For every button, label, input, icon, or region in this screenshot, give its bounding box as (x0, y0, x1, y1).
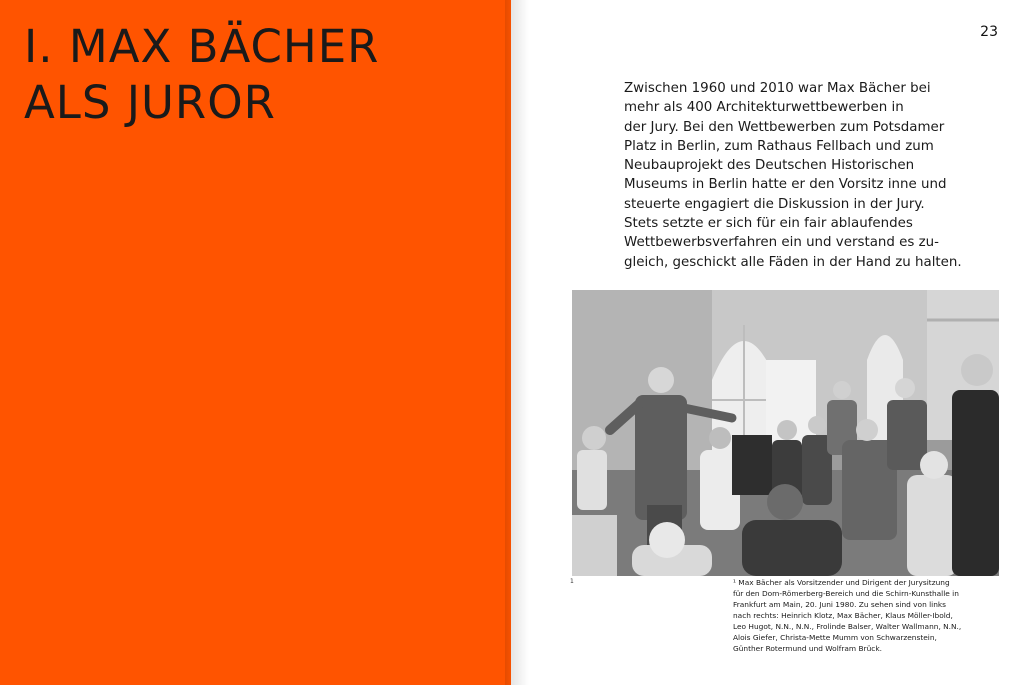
figure-caption (733, 577, 1008, 654)
chapter-title-line-1: I. MAX BÄCHER (24, 20, 380, 73)
page-number: 23 (980, 24, 998, 40)
right-page (511, 0, 1024, 685)
left-page (0, 0, 511, 685)
body-line: Wettbewerbsverfahren ein und verstand es zu- (624, 235, 939, 251)
caption-line: Leo Hugot, N.N., N.N., Frolinde Balser, Walter Wallmann, N.N., (733, 622, 962, 631)
jury-meeting-photo (572, 290, 999, 576)
photo-illustration (572, 290, 999, 576)
caption-line: für den Dom-Römerberg-Bereich und die Schirn-Kunsthalle in (733, 589, 959, 598)
body-line: Platz in Berlin, zum Rathaus Fellbach und zum (624, 138, 934, 154)
body-line: Stets setzte er sich für ein fair ablaufendes (624, 216, 913, 232)
figure-number: 1 (570, 578, 574, 585)
caption-line: Alois Giefer, Christa-Mette Mumm von Schwarzenstein, (733, 633, 937, 642)
body-line: mehr als 400 Architekturwettbewerben in (624, 100, 904, 116)
caption-line: Günther Rotermund und Wolfram Brück. (733, 644, 882, 653)
body-line: Neubauprojekt des Deutschen Historischen (624, 158, 915, 174)
body-line: Museums in Berlin hatte er den Vorsitz inne und (624, 177, 947, 193)
body-line: steuerte engagiert die Diskussion in der Jury. (624, 196, 925, 212)
body-paragraph (624, 79, 1009, 272)
body-line: gleich, geschickt alle Fäden in der Hand zu halten. (624, 254, 962, 270)
chapter-title (24, 19, 379, 131)
chapter-title-line-2: ALS JUROR (24, 76, 276, 129)
body-line: der Jury. Bei den Wettbewerben zum Potsdamer (624, 119, 945, 135)
body-line: Zwischen 1960 und 2010 war Max Bächer bei (624, 81, 931, 96)
caption-line: nach rechts: Heinrich Klotz, Max Bächer, Klaus Möller-Ibold, (733, 611, 953, 620)
caption-line: ¹ Max Bächer als Vorsitzender und Dirigent der Jurysitzung (733, 578, 950, 587)
caption-line: Frankfurt am Main, 20. Juni 1980. Zu sehen sind von links (733, 600, 947, 609)
